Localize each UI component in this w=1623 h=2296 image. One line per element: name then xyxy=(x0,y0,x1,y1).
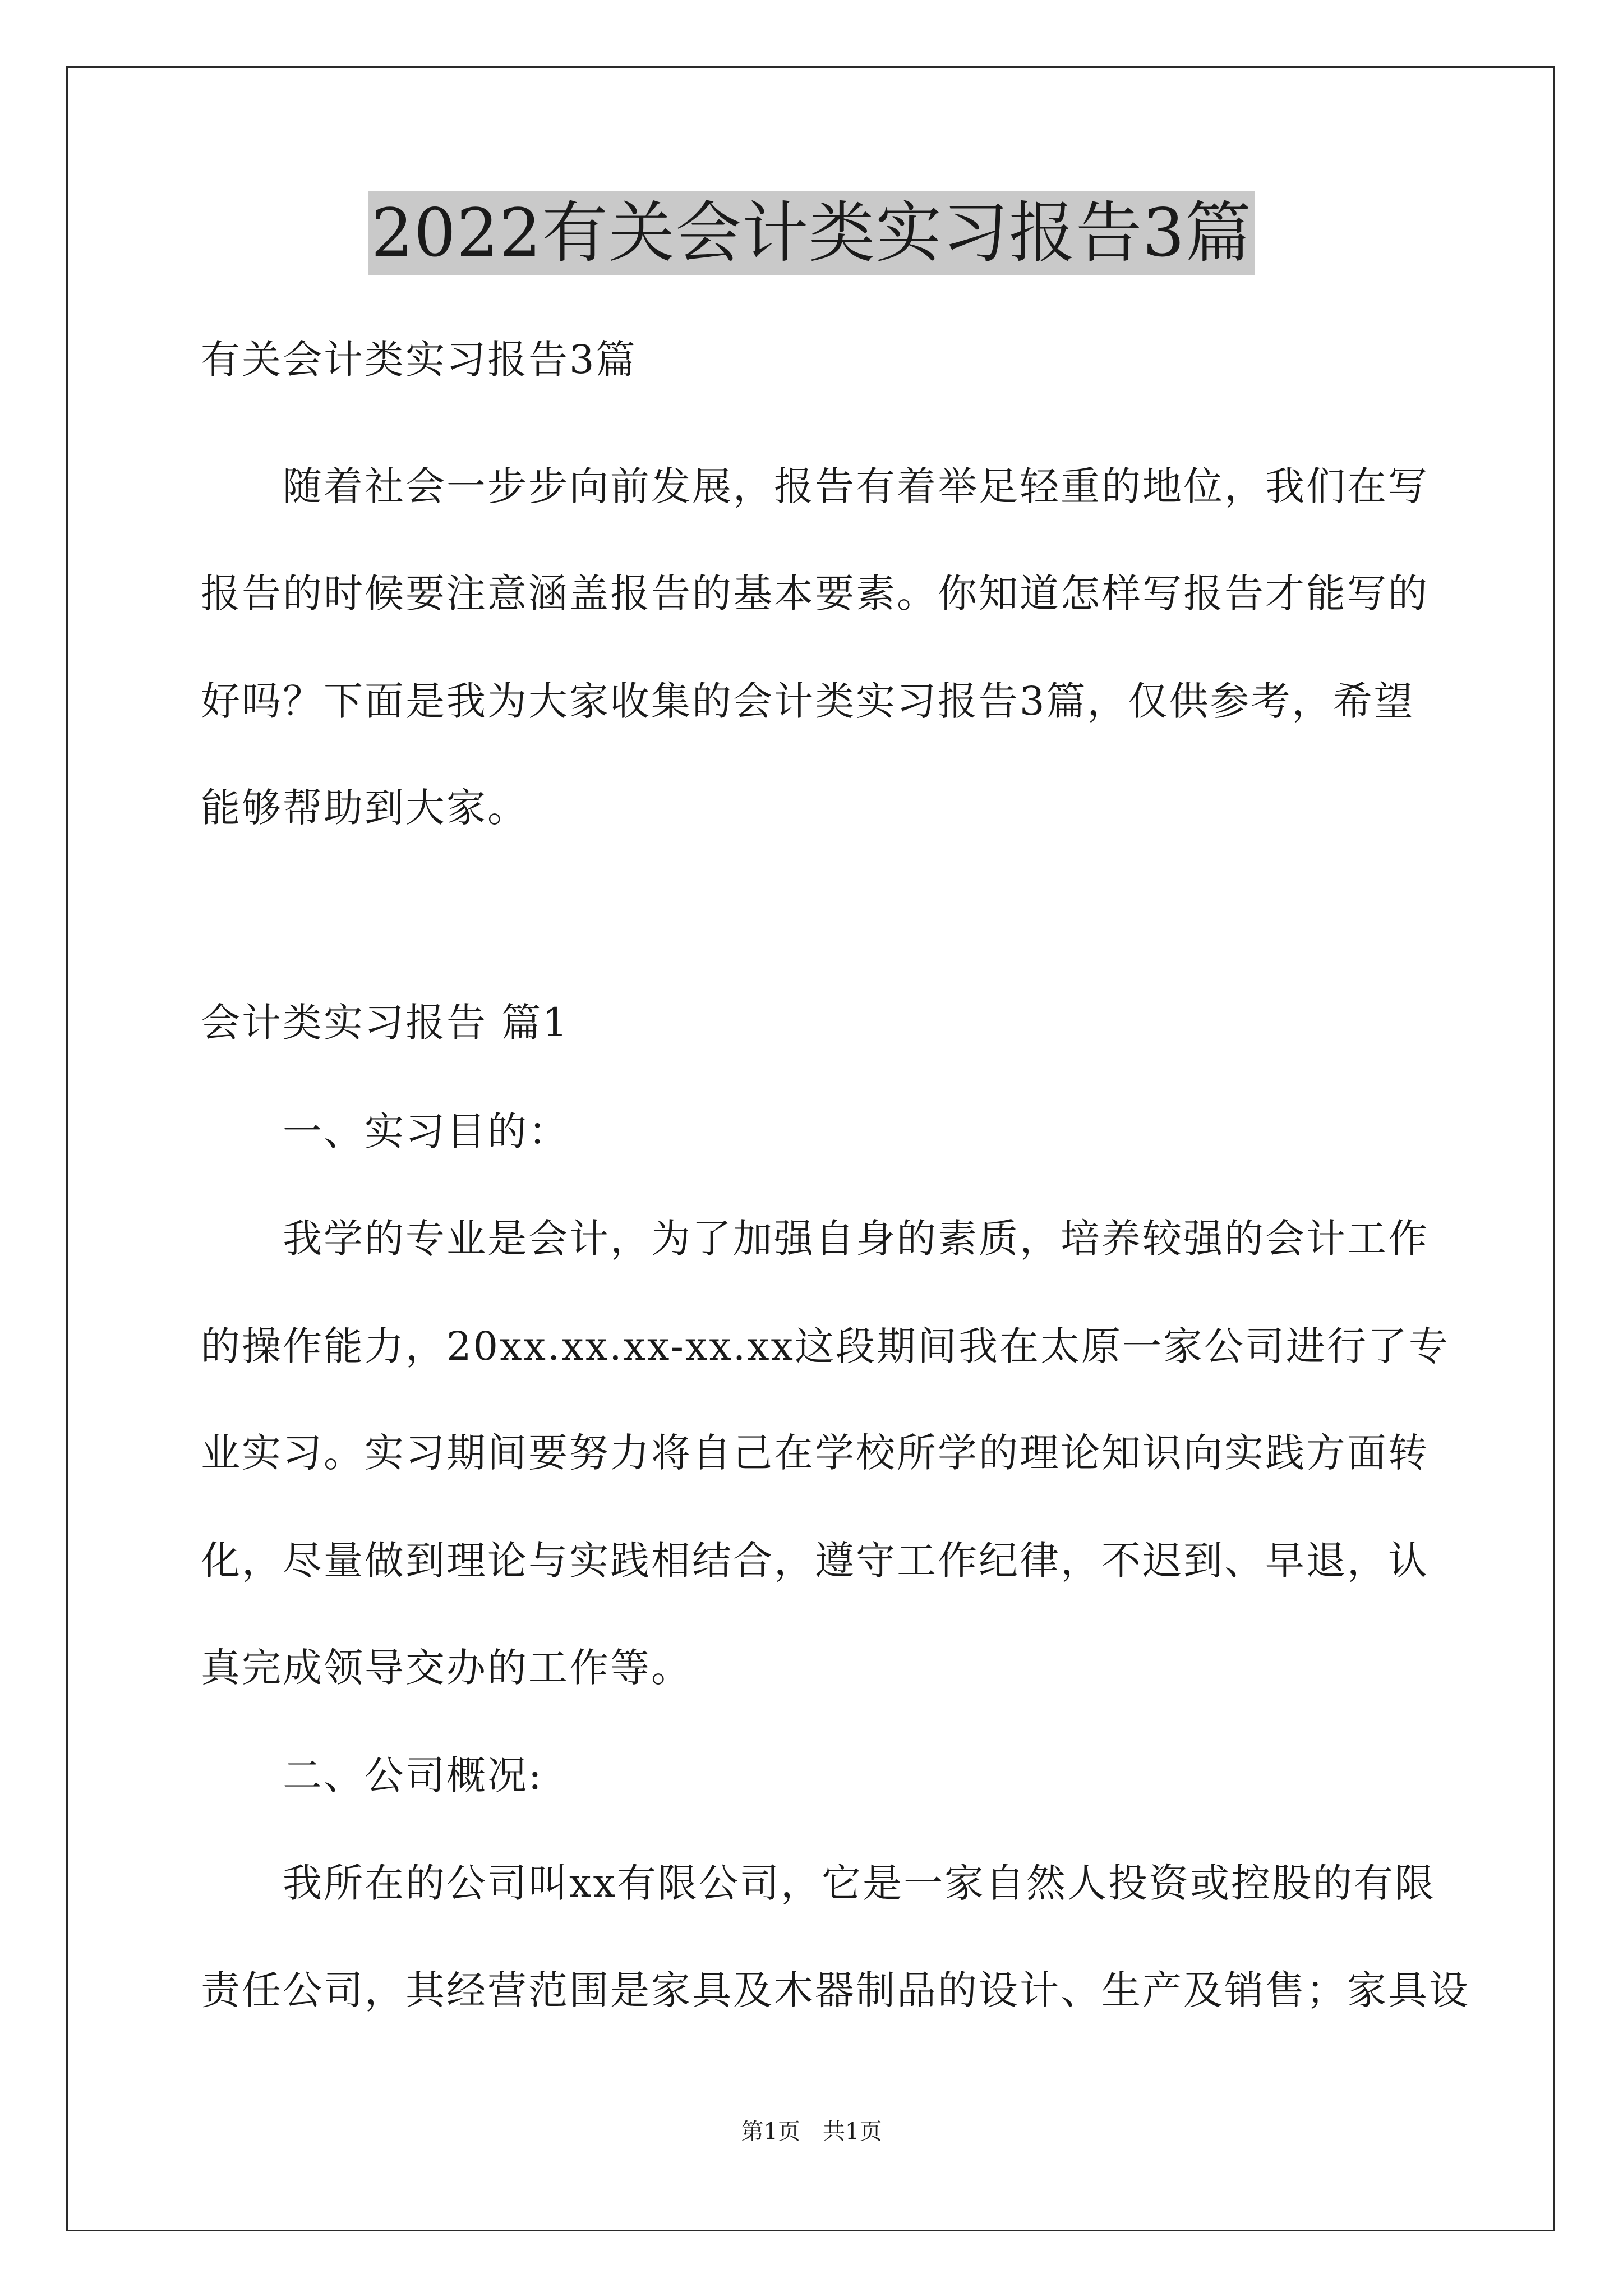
document-title: 2022有关会计类实习报告3篇 xyxy=(368,191,1255,275)
intro-line-4: 能够帮助到大家。 xyxy=(201,785,528,831)
purpose-line-4: 化，尽量做到理论与实践相结合，遵守工作纪律，不迟到、早退，认 xyxy=(201,1538,1429,1584)
intro-line-1: 随着社会一步步向前发展，报告有着举足轻重的地位，我们在写 xyxy=(283,463,1429,509)
intro-line-2: 报告的时候要注意涵盖报告的基本要素。你知道怎样写报告才能写的 xyxy=(201,570,1429,616)
purpose-line-2: 的操作能力，20xx.xx.xx-xx.xx这段期间我在太原一家公司进行了专 xyxy=(201,1323,1450,1369)
title-container xyxy=(0,191,1623,275)
subheading-company: 二、公司概况: xyxy=(283,1752,543,1798)
page-footer: 第1页 共1页 xyxy=(741,2119,882,2145)
intro-line-3: 好吗？下面是我为大家收集的会计类实习报告3篇，仅供参考，希望 xyxy=(201,678,1415,724)
subtitle: 有关会计类实习报告3篇 xyxy=(201,337,637,383)
company-line-2: 责任公司，其经营范围是家具及木器制品的设计、生产及销售；家具设 xyxy=(201,1967,1470,2013)
purpose-line-3: 业实习。实习期间要努力将自己在学校所学的理论知识向实践方面转 xyxy=(201,1430,1429,1476)
section-heading: 会计类实习报告 篇1 xyxy=(201,1000,569,1046)
company-line-1: 我所在的公司叫xx有限公司，它是一家自然人投资或控股的有限 xyxy=(283,1860,1436,1906)
purpose-line-1: 我学的专业是会计，为了加强自身的素质，培养较强的会计工作 xyxy=(283,1216,1429,1262)
purpose-line-5: 真完成领导交办的工作等。 xyxy=(201,1645,692,1691)
subheading-purpose: 一、实习目的： xyxy=(283,1108,569,1154)
